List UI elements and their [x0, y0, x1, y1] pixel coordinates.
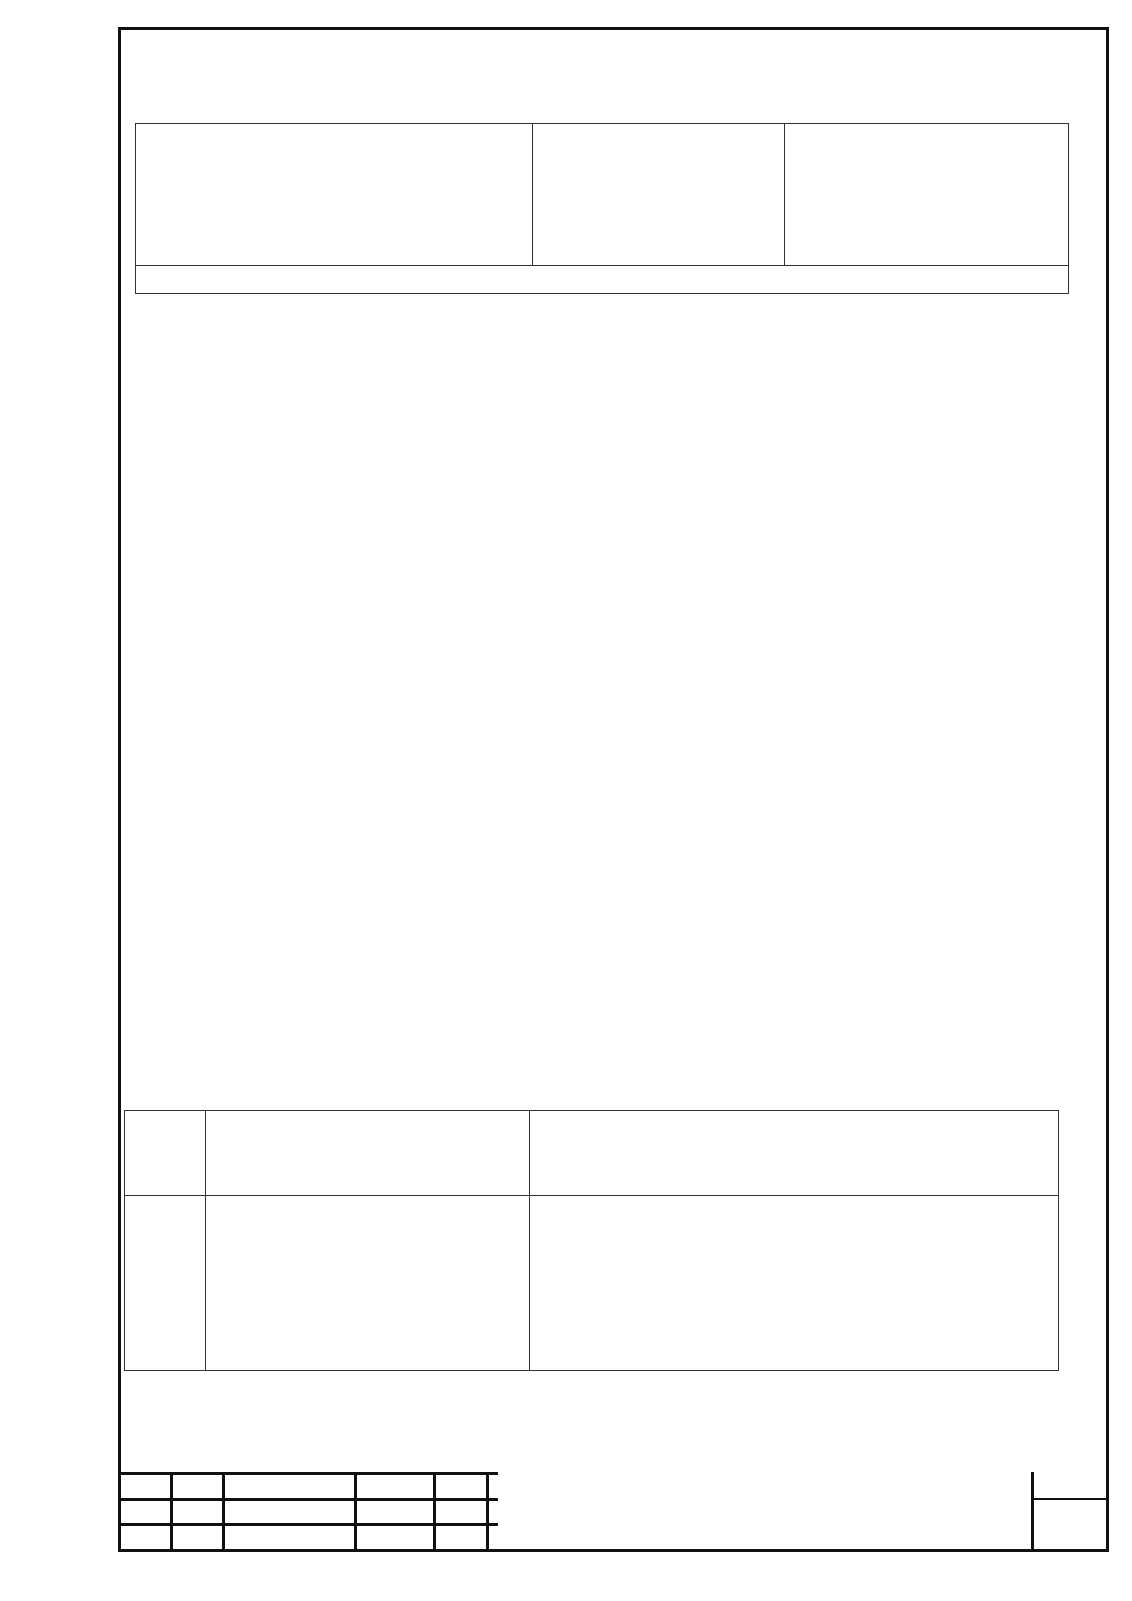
- complex-name-cell: [206, 1196, 530, 1371]
- header-elements: [136, 124, 533, 266]
- stage-cell: [125, 1196, 206, 1371]
- header-stage: [125, 1111, 206, 1196]
- methods-table: [124, 1110, 1059, 1371]
- header-unit: [533, 124, 785, 266]
- table-header-row: [136, 124, 1069, 266]
- table-row: [125, 1196, 1059, 1371]
- org-cell: [530, 1196, 1059, 1371]
- table-header-row: [125, 1111, 1059, 1196]
- header-quantity: [785, 124, 1069, 266]
- header-name: [206, 1111, 530, 1196]
- title-block: [118, 1472, 1109, 1552]
- header-org: [530, 1111, 1059, 1196]
- section-row: [136, 266, 1069, 294]
- volume-table: [135, 123, 1069, 294]
- section-label: [136, 266, 1069, 294]
